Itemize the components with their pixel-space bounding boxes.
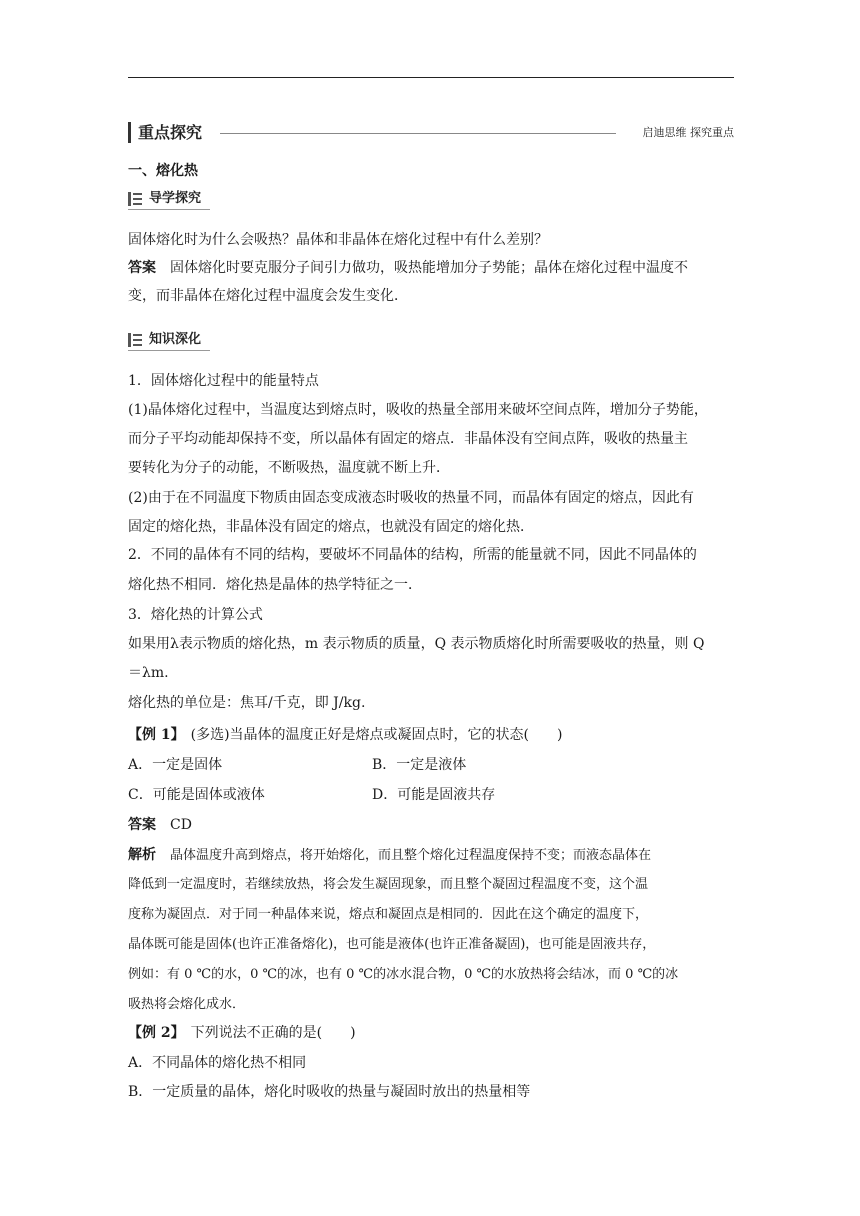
knowledge-text: 熔化热不相同．熔化热是晶体的热学特征之一． [128, 577, 422, 593]
knowledge-point-2: 2．不同的晶体有不同的结构，要破坏不同晶体的结构，所需的能量就不同，因此不同晶体的 [128, 547, 697, 563]
example-1-answer [128, 816, 734, 834]
option-b: B．一定质量的晶体，熔化时吸收的热量与凝固时放出的热量相等 [128, 1084, 531, 1100]
section-divider [220, 133, 616, 134]
option-d: D．可能是固液共存 [372, 787, 496, 803]
example-tag: 【例 2】 [128, 1025, 185, 1041]
analysis-text: 度称为凝固点．对于同一种晶体来说，熔点和凝固点是相同的．因此在这个确定的温度下， [128, 907, 649, 922]
top-rule [128, 77, 734, 78]
knowledge-point-3-title: 3．熔化热的计算公式 [128, 607, 263, 623]
answer-label: 答案 [128, 817, 156, 833]
answer-value: CD [170, 817, 192, 833]
inquiry-answer-line [128, 259, 734, 277]
list-icon [128, 192, 142, 206]
analysis-text: 降低到一定温度时，若继续放热，将会发生凝固现象，而且整个凝固过程温度不变，这个温 [128, 877, 649, 892]
inquiry-question: 固体熔化时为什么会吸热？晶体和非晶体在熔化过程中有什么差别？ [128, 232, 548, 248]
analysis-text: 吸热将会熔化成水． [128, 997, 246, 1012]
section-marker [128, 122, 131, 143]
topic-heading: 一、熔化热 [128, 163, 198, 179]
example-2-stem [128, 1024, 734, 1042]
analysis-text: 例如：有 0 ℃的水，0 ℃的冰，也有 0 ℃的冰水混合物，0 ℃的水放热将会结冰，而 0 ℃的冰 [128, 967, 679, 982]
example-question: 下列说法不正确的是( ) [190, 1025, 356, 1041]
example-question: (多选)当晶体的温度正好是熔点或凝固点时，它的状态( ) [190, 727, 563, 743]
inquiry-label [128, 190, 210, 210]
section-header [128, 122, 734, 144]
analysis-text: 晶体温度升高到熔点，将开始熔化，而且整个熔化过程温度保持不变；而液态晶体在 [170, 848, 652, 863]
option-a: A．不同晶体的熔化热不相同 [128, 1055, 307, 1071]
answer-text: 固体熔化时要克服分子间引力做功，吸热能增加分子势能；晶体在熔化过程中温度不 [170, 260, 688, 276]
answer-text-cont: 变，而非晶体在熔化过程中温度会发生变化． [128, 288, 408, 304]
knowledge-text: 而分子平均动能却保持不变，所以晶体有固定的熔点．非晶体没有空间点阵，吸收的热量主 [128, 431, 688, 447]
option-b: B．一定是液体 [372, 757, 467, 773]
analysis-text: 晶体既可能是固体(也许正准备熔化)，也可能是液体(也许正准备凝固)，也可能是固液共存， [128, 937, 656, 952]
knowledge-text: 固定的熔化热，非晶体没有固定的熔点，也就没有固定的熔化热． [128, 519, 534, 535]
option-c: C．可能是固体或液体 [128, 787, 265, 803]
section-tagline: 启迪思维 探究重点 [642, 126, 734, 139]
inquiry-label-text: 导学探究 [149, 191, 202, 206]
section-title: 重点探究 [138, 123, 203, 142]
knowledge-text: (2)由于在不同温度下物质由固态变成液态时吸收的热量不同，而晶体有固定的熔点，因此有 [128, 490, 694, 506]
knowledge-text: (1)晶体熔化过程中，当温度达到熔点时，吸收的热量全部用来破坏空间点阵，增加分子势能， [128, 402, 708, 418]
option-a: A．一定是固体 [128, 757, 223, 773]
analysis-label: 解析 [128, 847, 156, 863]
deepen-label [128, 331, 210, 351]
formula: ＝λm. [128, 665, 169, 681]
list-icon [128, 333, 142, 347]
example-1-stem [128, 726, 734, 744]
answer-label: 答案 [128, 260, 156, 276]
formula-text: 如果用λ表示物质的熔化热，m 表示物质的质量，Q 表示物质熔化时所需要吸收的热量，则 Q [128, 636, 705, 652]
knowledge-text: 要转化为分子的动能，不断吸热，温度就不断上升． [128, 460, 450, 476]
analysis-line [128, 846, 734, 865]
deepen-label-text: 知识深化 [149, 332, 202, 347]
example-tag: 【例 1】 [128, 727, 185, 743]
knowledge-point-1-title: 1．固体熔化过程中的能量特点 [128, 373, 319, 389]
unit-text: 熔化热的单位是：焦耳/千克，即 J/kg. [128, 695, 366, 711]
